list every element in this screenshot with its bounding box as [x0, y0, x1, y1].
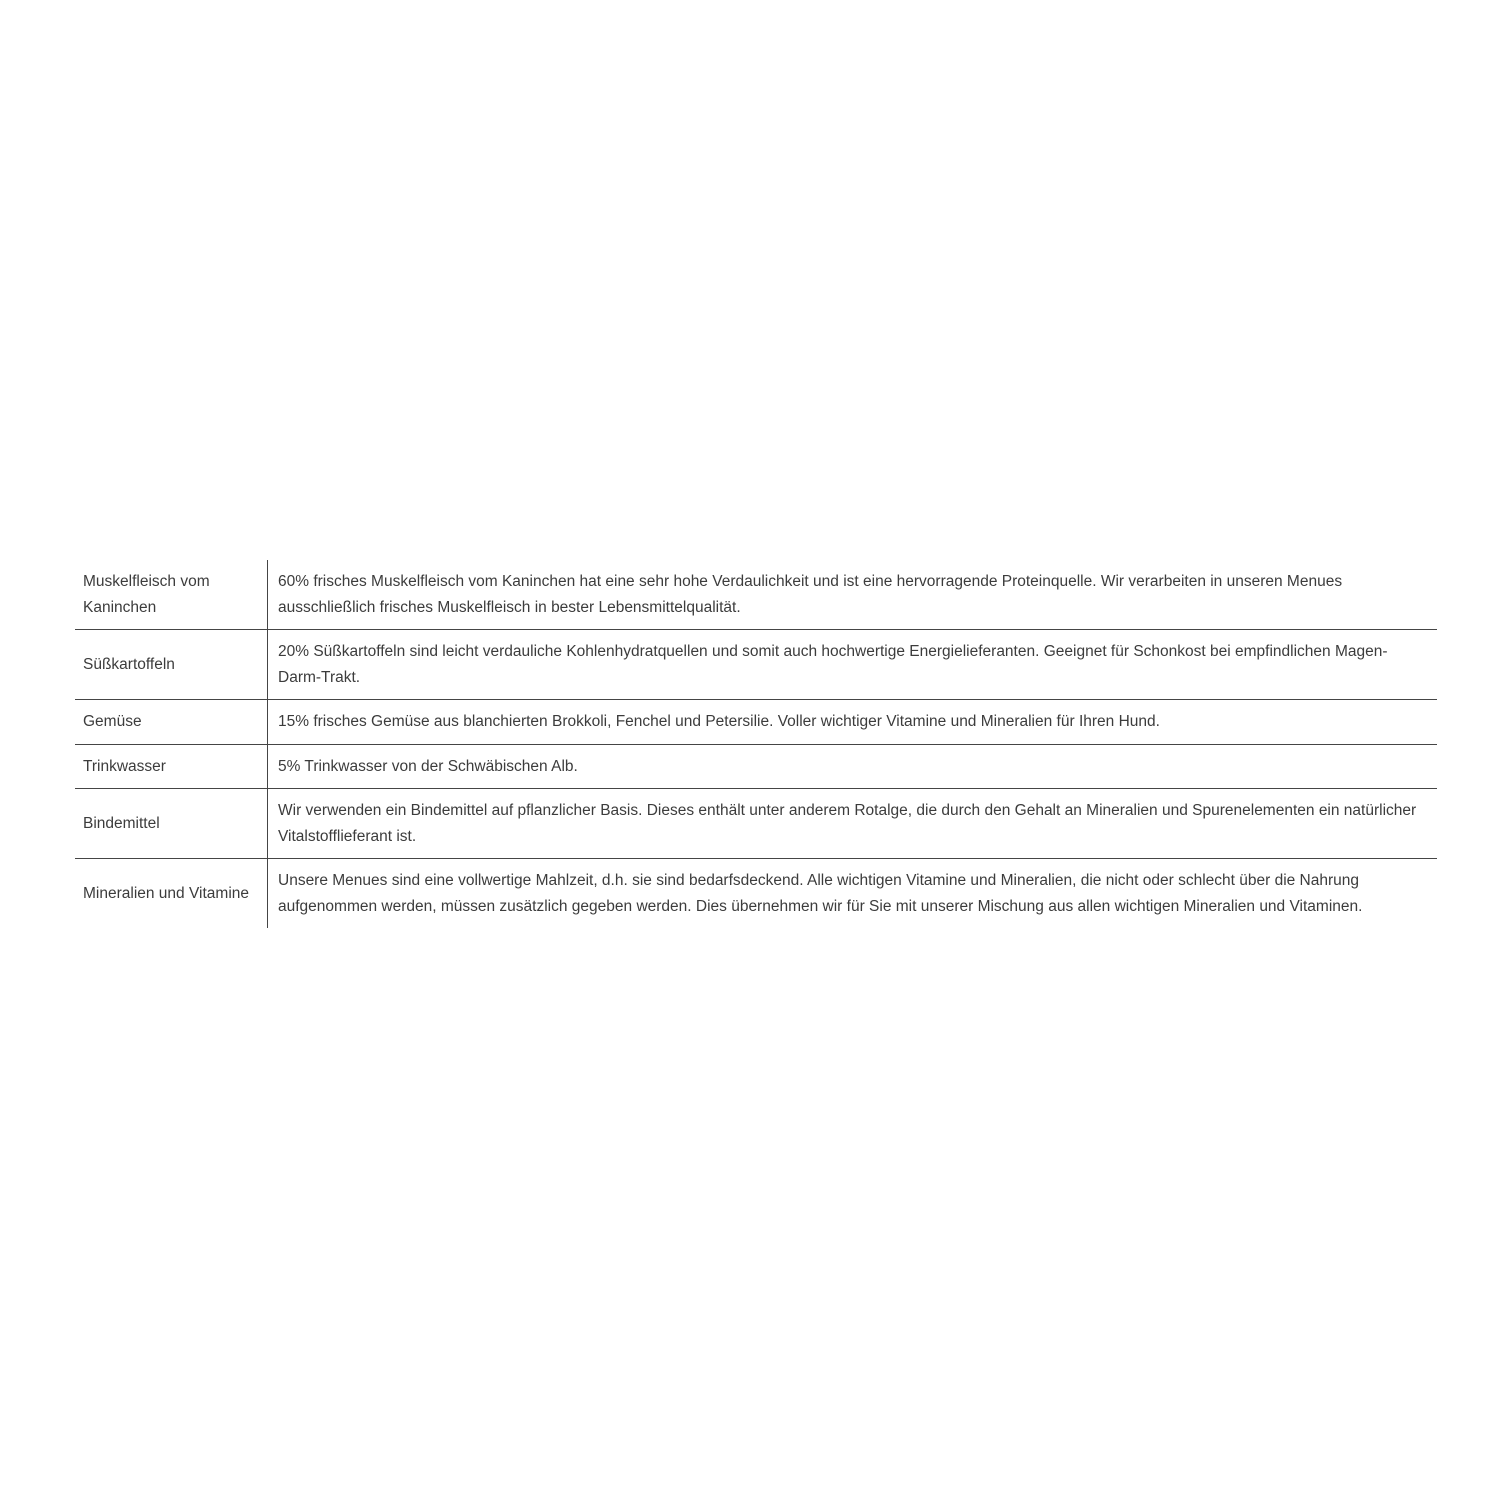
table-row: [75, 789, 1437, 859]
table-row: [75, 744, 1437, 789]
ingredients-table-container: [75, 560, 1437, 928]
ingredient-name: Süßkartoffeln: [75, 630, 268, 700]
ingredient-description: 20% Süßkartoffeln sind leicht verdauliche Kohlenhydratquellen und somit auch hochwertige Energielieferanten. Geeignet für Schonkost bei empfindlichen Magen-Darm-Trakt.: [268, 630, 1438, 700]
table-row: [75, 560, 1437, 630]
table-row: [75, 630, 1437, 700]
table-row: [75, 700, 1437, 745]
ingredients-table: [75, 560, 1437, 928]
ingredient-description: 60% frisches Muskelfleisch vom Kaninchen hat eine sehr hohe Verdaulichkeit und ist eine hervorragende Proteinquelle. Wir verarbeiten in unseren Menues ausschließlich frisches Muskelfleisch in bester Lebensmittelqualität.: [268, 560, 1438, 630]
ingredient-description: Unsere Menues sind eine vollwertige Mahlzeit, d.h. sie sind bedarfsdeckend. Alle wichtigen Vitamine und Mineralien, die nicht oder schlecht über die Nahrung aufgenommen werden, müssen zusätzlich gegeben werden. Dies übernehmen wir für Sie mit unserer Mischung aus allen wichtigen Mineralien und Vitaminen.: [278, 872, 1363, 915]
ingredient-name: Gemüse: [75, 700, 268, 745]
ingredients-table-body: [75, 560, 1437, 928]
table-row: [75, 859, 1437, 929]
ingredient-description: 15% frisches Gemüse aus blanchierten Brokkoli, Fenchel und Petersilie. Voller wichtiger Vitamine und Mineralien für Ihren Hund.: [268, 700, 1438, 745]
ingredient-name: Trinkwasser: [75, 744, 268, 789]
ingredient-name: Bindemittel: [75, 789, 268, 859]
ingredient-description: Wir verwenden ein Bindemittel auf pflanzlicher Basis. Dieses enthält unter anderem Rotalge, die durch den Gehalt an Mineralien und Spurenelementen ein natürlicher Vitalstofflieferant ist.: [268, 789, 1438, 859]
ingredient-description: 5% Trinkwasser von der Schwäbischen Alb.: [268, 744, 1438, 789]
ingredient-name: Muskelfleisch vom Kaninchen: [75, 560, 268, 630]
ingredient-name: Mineralien und Vitamine: [75, 859, 268, 929]
